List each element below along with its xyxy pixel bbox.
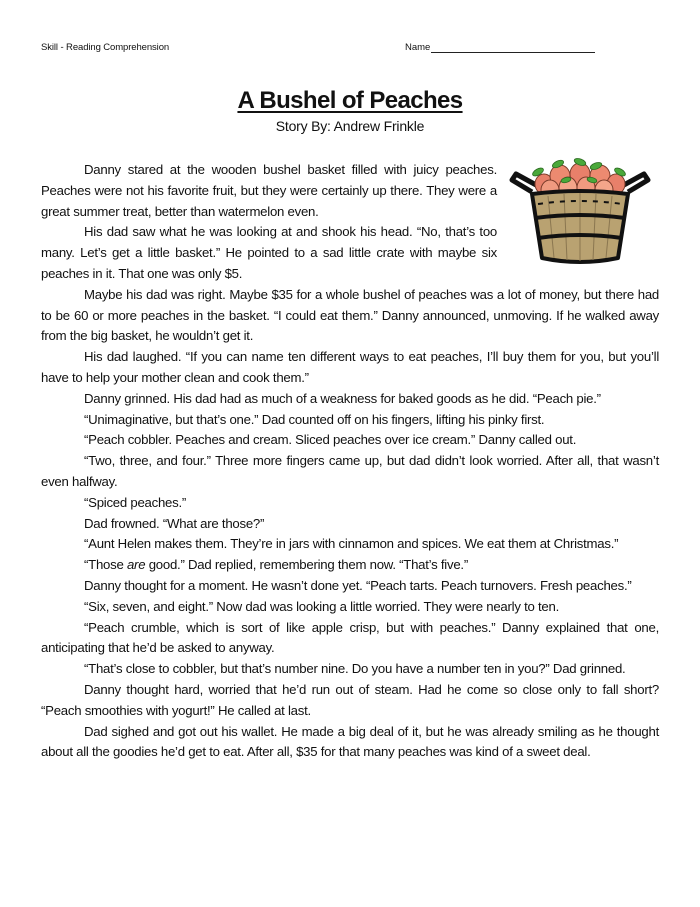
paragraph: Danny grinned. His dad had as much of a weakness for baked goods as he did. “Peach pie.” [84, 390, 601, 406]
title-block [0, 86, 700, 135]
paragraph: His dad laughed. “If you can name ten different ways to eat peaches, I’ll buy them for you, but you’ll have to help your mother clean and cook them.” [41, 349, 659, 385]
paragraph: Maybe his dad was right. Maybe $35 for a whole bushel of peaches was a lot of money, but there had to be 60 or more peaches in the basket. “I could eat them.” Danny announced, unmoving. If he walked away from the big basket, he wouldn’t get it. [41, 286, 659, 344]
name-label: Name [405, 42, 431, 53]
skill-label: Skill - Reading Comprehension [41, 42, 170, 53]
paragraph: “Peach crumble, which is sort of like apple crisp, but with peaches.” Danny explained that one, anticipating that he’d be asked to anyway. [41, 619, 659, 656]
paragraph [41, 555, 659, 576]
emphasis-text: are [126, 557, 146, 573]
paragraph: Dad sighed and got out his wallet. He made a big deal of it, but he was already smiling as he thought about all the goodies he’d get to eat. After all, $35 for that many peaches was kind of a sweet deal. [41, 723, 659, 760]
paragraph: Danny thought hard, worried that he’d run out of steam. Had he come so close only to fall short? “Peach smoothies with yogurt!” He called at last. [41, 681, 659, 718]
paragraph: “That’s close to cobbler, but that’s number nine. Do you have a number ten in you?” Dad grinned. [84, 661, 626, 677]
story-author: Story By: Andrew Frinkle [275, 118, 425, 134]
text-run: good.” Dad replied, remembering them now. “That’s five.” [145, 557, 468, 573]
paragraph: “Spiced peaches.” [84, 494, 187, 510]
paragraph: Dad frowned. “What are those?” [84, 515, 265, 531]
paragraph: “Peach cobbler. Peaches and cream. Sliced peaches over ice cream.” Danny called out. [84, 432, 577, 448]
paragraph: “Six, seven, and eight.” Now dad was looking a little worried. They were nearly to ten. [84, 598, 559, 614]
story-title: A Bushel of Peaches [237, 87, 463, 114]
paragraph: “Two, three, and four.” Three more fingers came up, but dad didn’t look worried. After all, that wasn’t even halfway. [41, 453, 659, 489]
name-field [405, 42, 595, 53]
paragraph: His dad saw what he was looking at and shook his head. “No, that’s too many. Let’s get a little basket.” He pointed to a sad little crate with maybe six peaches in it. That one was only $5. [41, 224, 497, 281]
text-run: “Those [84, 557, 127, 573]
paragraph: “Unimaginative, but that’s one.” Dad counted off on his fingers, lifting his pinky first. [84, 411, 545, 427]
name-blank-line[interactable] [431, 42, 595, 53]
worksheet-header [41, 42, 660, 56]
story-body [41, 160, 659, 763]
paragraph: Danny stared at the wooden bushel basket filled with juicy peaches. Peaches were not his favorite fruit, but they were certainly up there. They were a great summer treat, better than watermelon even. [41, 162, 497, 219]
paragraph: “Aunt Helen makes them. They’re in jars with cinnamon and spices. We eat them at Christmas.” [84, 536, 619, 552]
paragraph: Danny thought for a moment. He wasn’t done yet. “Peach tarts. Peach turnovers. Fresh peaches.” [84, 577, 632, 593]
